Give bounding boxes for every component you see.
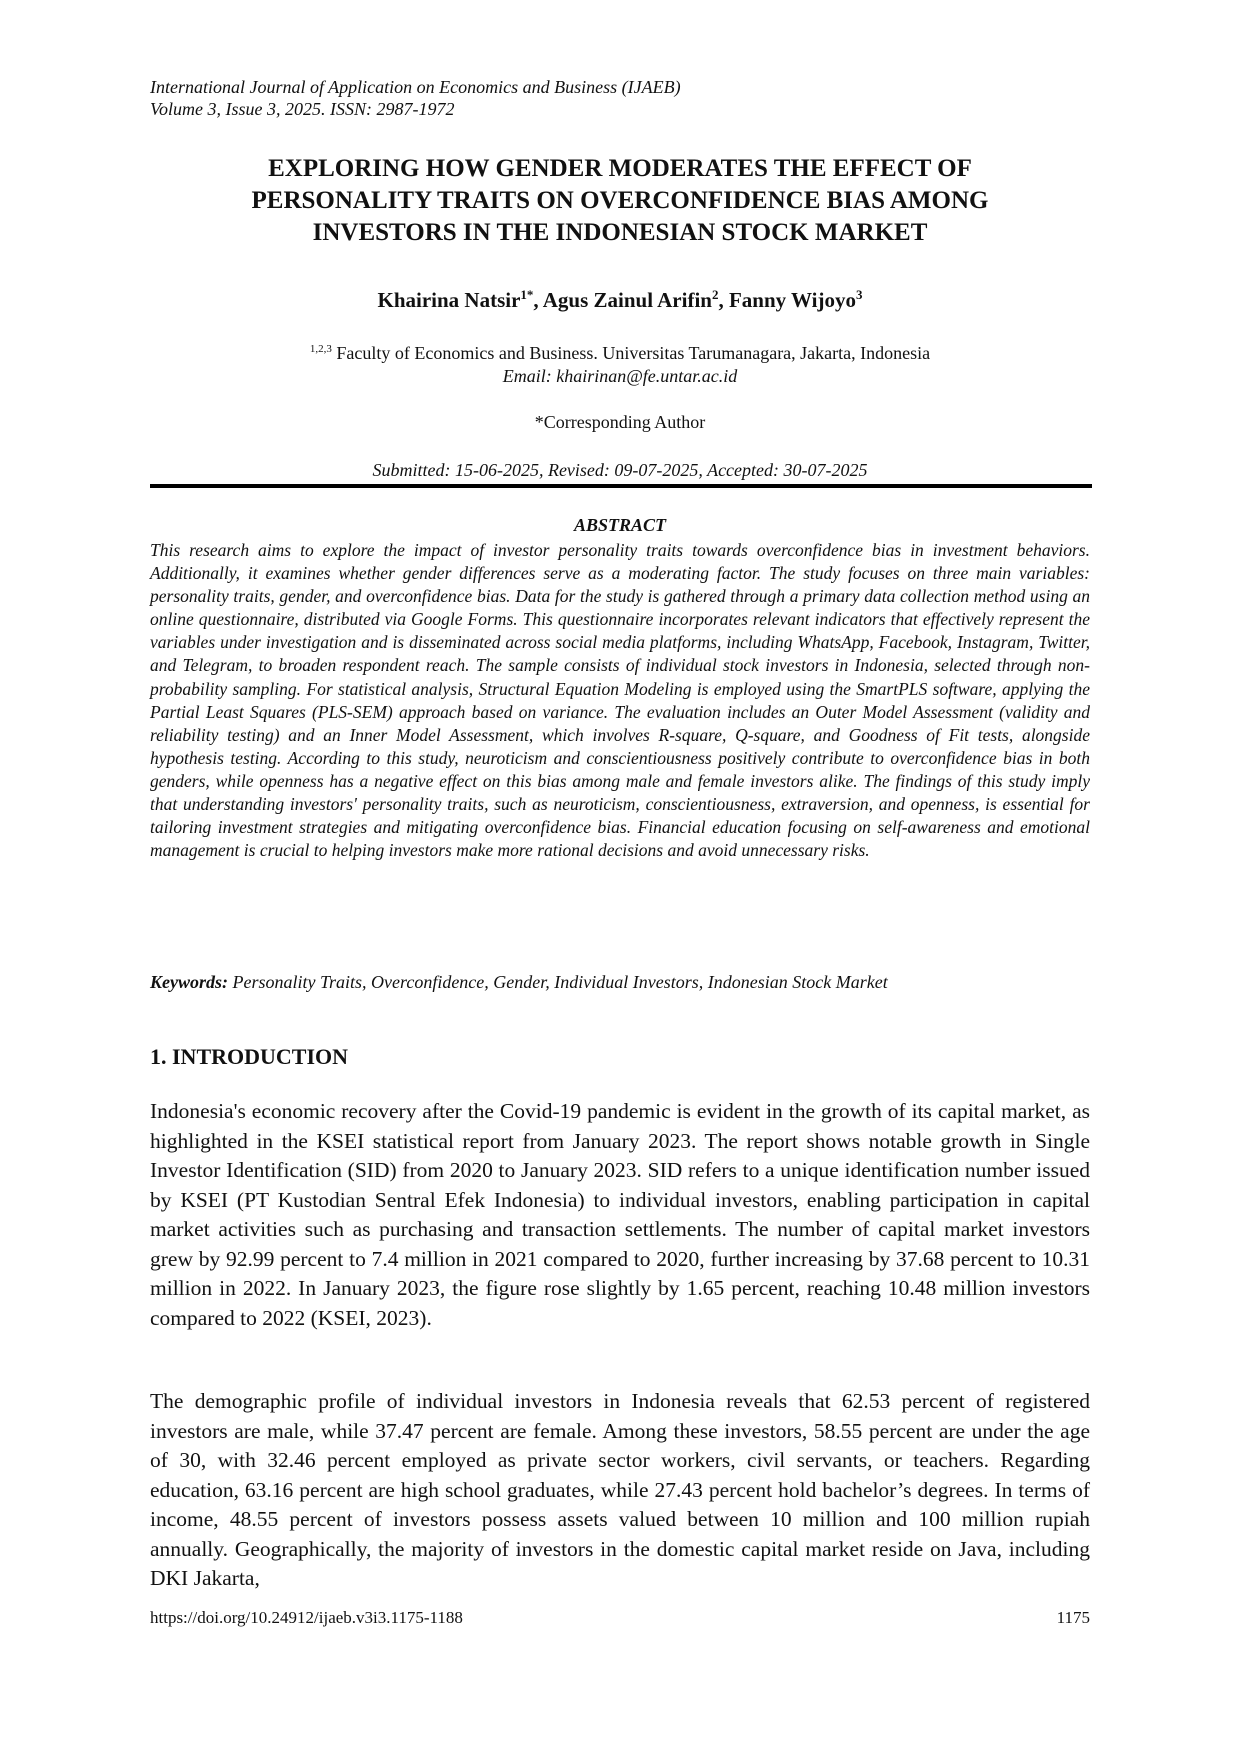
body-paragraph: The demographic profile of individual investors in Indonesia reveals that 62.53 percent of registered investors are male, while 37.47 percent are female. Among these investors, 58.55 percent are under the age of 30, with 32.46 percent employed as private sector workers, civil servants, or teachers. Regarding education, 63.16 percent are high school graduates, while 27.43 percent hold bachelor’s degrees. In terms of income, 48.55 percent of investors possess assets valued between 10 million and 100 million rupiah annually. Geographically, the majority of investors in the domestic capital market reside on Java, including DKI Jakarta,	[150, 1389, 1090, 1590]
abstract-text: This research aims to explore the impact of investor personality traits towards overconfidence bias in investment behaviors. Additionally, it examines whether gender differences serve as a moderating factor. The study focuses on three main variables: personality traits, gender, and overconfidence bias. Data for the study is gathered through a primary data collection method using an online questionnaire, distributed via Google Forms. This questionnaire incorporates relevant indicators that effectively represent the variables under investigation and is disseminated across social media platforms, including WhatsApp, Facebook, Instagram, Twitter, and Telegram, to broaden respondent reach. The sample consists of individual stock investors in Indonesia, selected through non-probability sampling. For statistical analysis, Structural Equation Modeling is employed using the SmartPLS software, applying the Partial Least Squares (PLS-SEM) approach based on variance. The evaluation includes an Outer Model Assessment (validity and reliability testing) and an Inner Model Assessment, which involves R-square, Q-square, and Goodness of Fit tests, alongside hypothesis testing. According to this study, neuroticism and conscientiousness positively contribute to overconfidence bias in both genders, while openness has a negative effect on this bias among male and female investors alike. The findings of this study imply that understanding investors' personality traits, such as neuroticism, conscientiousness, extraversion, and openness, is essential for tailoring investment strategies and mitigating overconfidence bias. Financial education focusing on self-awareness and emotional management is crucial to helping investors make more rational decisions and avoid unnecessary risks.	[150, 540, 1090, 861]
paper-title	[150, 153, 1090, 249]
keywords-label: Keywords:	[150, 972, 228, 992]
affiliation-mark: 1,2,3	[309, 343, 332, 355]
author-email: Email: khairinan@fe.untar.ac.id	[502, 366, 738, 386]
doi-link[interactable]: https://doi.org/10.24912/ijaeb.v3i3.1175-1188	[150, 1608, 463, 1627]
body-paragraph: Indonesia's economic recovery after the Covid-19 pandemic is evident in the growth of its capital market, as highlighted in the KSEI statistical report from January 2023. The report shows notable growth in Single Investor Identification (SID) from 2020 to January 2023. SID refers to a unique identification number issued by KSEI (PT Kustodian Sentral Efek Indonesia) to individual investors, enabling participation in capital market activities such as purchasing and transaction settlements. The number of capital market investors grew by 92.99 percent to 7.4 million in 2021 compared to 2020, further increasing by 37.68 percent to 10.31 million in 2022. In January 2023, the figure rose slightly by 1.65 percent, reaching 10.48 million investors compared to 2022 (KSEI, 2023).	[150, 1099, 1090, 1330]
title-line: PERSONALITY TRAITS ON OVERCONFIDENCE BIAS AMONG	[251, 187, 989, 214]
keywords	[150, 972, 1090, 993]
title-line: INVESTORS IN THE INDONESIAN STOCK MARKET	[312, 219, 928, 246]
author-name: Fanny Wijoyo	[728, 288, 856, 312]
keywords-text: Personality Traits, Overconfidence, Gender, Individual Investors, Indonesian Stock Market	[232, 972, 888, 992]
author-affiliation-mark: 1*	[520, 287, 534, 302]
page-number: 1175	[1056, 1608, 1090, 1627]
title-line: EXPLORING HOW GENDER MODERATES THE EFFECT OF	[268, 155, 972, 182]
submission-dates: Submitted: 15-06-2025, Revised: 09-07-2025, Accepted: 30-07-2025	[372, 460, 868, 480]
journal-volume: Volume 3, Issue 3, 2025. ISSN: 2987-1972	[150, 99, 455, 119]
author-list: Khairina Natsir$^{1*}$, Agus Zainul Arifin$^2$, Fanny Wijoyo$^3$	[377, 287, 863, 312]
author-name: Agus Zainul Arifin	[542, 288, 712, 312]
affiliation-block	[150, 338, 1090, 388]
section-heading: 1. INTRODUCTION	[150, 1044, 349, 1069]
header-divider	[150, 484, 1092, 488]
journal-name: International Journal of Application on Economics and Business (IJAEB)	[150, 77, 681, 97]
abstract-heading: ABSTRACT	[573, 515, 667, 535]
author-affiliation-mark: 3	[856, 287, 863, 302]
author-affiliation-mark: 2	[711, 287, 719, 302]
corresponding-author-note: *Corresponding Author	[534, 412, 706, 432]
author-name: Khairina Natsir	[377, 288, 521, 312]
journal-header	[150, 76, 681, 120]
affiliation-text: Faculty of Economics and Business. Universitas Tarumanagara, Jakarta, Indonesia	[336, 343, 931, 363]
